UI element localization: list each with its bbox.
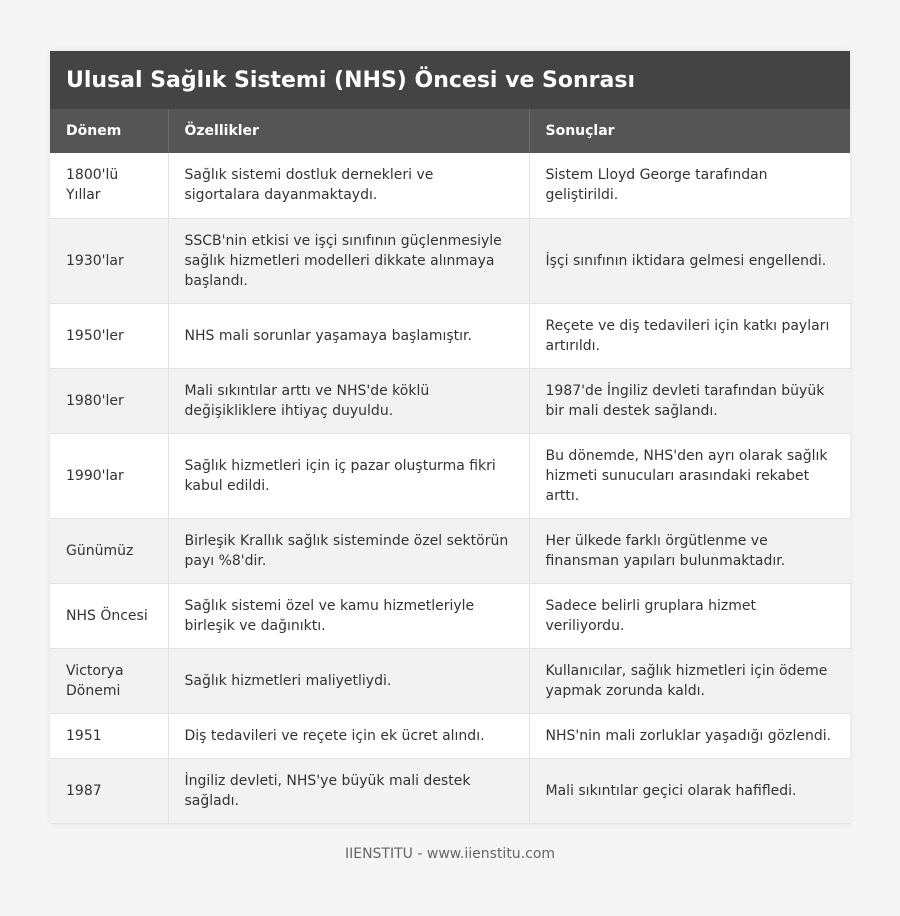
table-row bbox=[50, 518, 850, 583]
cell-ozellikler: Birleşik Krallık sağlık sisteminde özel sektörün payı %8'dir. bbox=[168, 518, 529, 583]
table-title: Ulusal Sağlık Sistemi (NHS) Öncesi ve Sonrası bbox=[66, 67, 635, 93]
cell-ozellikler: Diş tedavileri ve reçete için ek ücret alındı. bbox=[168, 713, 529, 758]
table-row bbox=[50, 648, 850, 713]
cell-donem: 1987 bbox=[50, 758, 168, 823]
column-header-sonuclar: Sonuçlar bbox=[529, 109, 850, 153]
cell-donem: NHS Öncesi bbox=[50, 583, 168, 648]
table-row bbox=[50, 583, 850, 648]
table-row bbox=[50, 433, 850, 518]
cell-donem: 1950'ler bbox=[50, 303, 168, 368]
cell-donem: Günümüz bbox=[50, 518, 168, 583]
cell-sonuclar: İşçi sınıfının iktidara gelmesi engellendi. bbox=[529, 218, 850, 303]
cell-ozellikler: NHS mali sorunlar yaşamaya başlamıştır. bbox=[168, 303, 529, 368]
column-header-donem: Dönem bbox=[50, 109, 168, 153]
table-row bbox=[50, 713, 850, 758]
cell-sonuclar: NHS'nin mali zorluklar yaşadığı gözlendi. bbox=[529, 713, 850, 758]
table-row bbox=[50, 758, 850, 823]
cell-donem: Victorya Dönemi bbox=[50, 648, 168, 713]
cell-ozellikler: Sağlık sistemi dostluk dernekleri ve sigortalara dayanmaktaydı. bbox=[168, 153, 529, 218]
cell-sonuclar: 1987'de İngiliz devleti tarafından büyük bir mali destek sağlandı. bbox=[529, 368, 850, 433]
cell-sonuclar: Mali sıkıntılar geçici olarak hafifledi. bbox=[529, 758, 850, 823]
cell-sonuclar: Bu dönemde, NHS'den ayrı olarak sağlık hizmeti sunucuları arasındaki rekabet arttı. bbox=[529, 433, 850, 518]
cell-donem: 1990'lar bbox=[50, 433, 168, 518]
cell-sonuclar: Her ülkede farklı örgütlenme ve finansman yapıları bulunmaktadır. bbox=[529, 518, 850, 583]
cell-ozellikler: Sağlık sistemi özel ve kamu hizmetleriyle birleşik ve dağınıktı. bbox=[168, 583, 529, 648]
cell-donem: 1930'lar bbox=[50, 218, 168, 303]
footer-credit: IIENSTITU - www.iienstitu.com bbox=[344, 846, 556, 862]
table-row bbox=[50, 368, 850, 433]
cell-sonuclar: Kullanıcılar, sağlık hizmetleri için ödeme yapmak zorunda kaldı. bbox=[529, 648, 850, 713]
cell-ozellikler: SSCB'nin etkisi ve işçi sınıfının güçlenmesiyle sağlık hizmetleri modelleri dikkate alınmaya başlandı. bbox=[168, 218, 529, 303]
cell-ozellikler: Sağlık hizmetleri maliyetliydi. bbox=[168, 648, 529, 713]
cell-donem: 1800'lü Yıllar bbox=[50, 153, 168, 218]
column-header-ozellikler: Özellikler bbox=[168, 109, 529, 153]
cell-donem: 1951 bbox=[50, 713, 168, 758]
data-table bbox=[50, 109, 850, 824]
header-row bbox=[50, 109, 850, 153]
cell-sonuclar: Sadece belirli gruplara hizmet veriliyordu. bbox=[529, 583, 850, 648]
table-card bbox=[50, 51, 850, 824]
table-row bbox=[50, 218, 850, 303]
table-row bbox=[50, 153, 850, 218]
table-row bbox=[50, 303, 850, 368]
title-bar bbox=[50, 51, 850, 109]
cell-sonuclar: Reçete ve diş tedavileri için katkı payları artırıldı. bbox=[529, 303, 850, 368]
cell-ozellikler: İngiliz devleti, NHS'ye büyük mali destek sağladı. bbox=[168, 758, 529, 823]
cell-ozellikler: Mali sıkıntılar arttı ve NHS'de köklü değişikliklere ihtiyaç duyuldu. bbox=[168, 368, 529, 433]
cell-sonuclar: Sistem Lloyd George tarafından geliştirildi. bbox=[529, 153, 850, 218]
cell-donem: 1980'ler bbox=[50, 368, 168, 433]
cell-ozellikler: Sağlık hizmetleri için iç pazar oluşturma fikri kabul edildi. bbox=[168, 433, 529, 518]
